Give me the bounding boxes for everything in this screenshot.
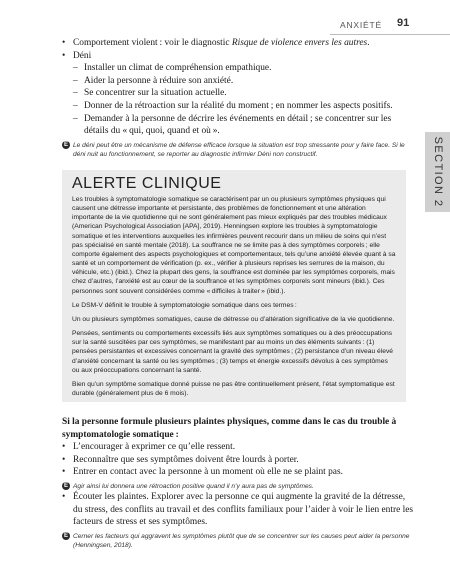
evidence-note <box>62 141 414 159</box>
running-header-title: ANXIÉTÉ <box>340 20 382 30</box>
list-item: • Entrer en contact avec la personne à un moment où elle ne se plaint pas. <box>62 466 414 479</box>
top-content <box>62 37 414 159</box>
complaint-list-2 <box>62 491 414 529</box>
sublist-item: – Installer un climat de compréhension empathique. <box>73 62 414 75</box>
alert-paragraph: Le DSM-V définit le trouble à symptomatologie somatique dans ces termes : <box>72 301 297 309</box>
section-tab-label: SECTION 2 <box>431 136 444 208</box>
sublist-item: – Se concentrer sur la situation actuelle. <box>73 87 414 100</box>
lower-content <box>62 416 414 550</box>
section-tab <box>425 132 450 212</box>
alert-paragraph: Pensées, sentiments ou comportements excessifs liés aux symptômes somatiques ou à des préoccupations sur la santé suscitées par ces symptômes, se manifestant par au moins un des éléments suivants : (1) pensées persistantes et excessives concernant la gravité des symptômes ; (2) persistance d’un niveau élevé d’anxiété concernant la santé ou les symptômes ; (3) temps et énergie excessifs dévolus à ces symptômes ou aux préoccupations concernant la santé. <box>72 330 394 374</box>
page-number: 91 <box>397 17 410 29</box>
clinical-alert-box <box>62 170 406 402</box>
list-item-violent-behaviour: • Comportement violent : voir le diagnostic Risque de violence envers les autres. <box>62 37 414 50</box>
list-item: • Écouter les plaintes. Explorer avec la personne ce qui augmente la gravité de la détresse, du stress, des conflits au travail et des conflits familiaux pour l’aider à voir le lien entre les facteurs de stress et ses symptômes. <box>62 491 414 529</box>
complaint-list <box>62 441 414 479</box>
alert-paragraph: Bien qu’un symptôme somatique donné puisse ne pas être continuellement présent, l’état symptomatique est durable (généralement plus de 6 mois). <box>72 380 395 397</box>
alert-title: ALERTE CLINIQUE <box>72 175 222 192</box>
evidence-text: Agir ainsi lui donnera une rétroaction positive quand il n’y aura pas de symptômes. <box>73 482 314 490</box>
alert-paragraph: Un ou plusieurs symptômes somatiques, cause de détresse ou d’altération significative de la vie quotidienne. <box>72 315 395 323</box>
evidence-note <box>62 482 414 491</box>
sublist-item: – Donner de la rétroaction sur la réalité du moment ; en nommer les aspects positifs. <box>73 100 414 113</box>
intervention-list <box>62 37 414 138</box>
evidence-text: Le déni peut être un mécanisme de défense efficace lorsque la situation est trop stressante pour y faire face. Si le déni nuit au fonctionnement, se reporter au diagnostic infirmier Déni non constructif. <box>73 141 405 158</box>
sublist-item: – Aider la personne à réduire son anxiété. <box>73 75 414 88</box>
diagnosis-reference: Risque de violence envers les autres <box>231 38 368 48</box>
evidence-text: Cerner les facteurs qui aggravent les symptômes plutôt que de se concentrer sur les causes peut aider la personne (Henningsen, 2018). <box>73 532 410 550</box>
evidence-icon: E <box>63 532 68 539</box>
section-lead: Si la personne formule plusieurs plaintes physiques, comme dans le cas du trouble à symptomatologie somatique : <box>62 417 397 440</box>
evidence-icon: E <box>63 482 68 489</box>
evidence-note <box>62 532 414 550</box>
sublist-item: – Demander à la personne de décrire les événements en détail ; se concentrer sur les détails du « qui, quoi, quand et où ». <box>73 113 414 138</box>
list-item-denial: • Déni – Installer un climat de compréhension empathique. – Aider la personne à réduire son anxiété. – Se concentrer sur la situation actuelle. – Donner de la rétroaction sur la réalité du moment ; en nommer les aspects positifs. – Demander à la personne de décrire les événements en détail ; se concentrer sur les détails du « qui, quoi, quand et où ». <box>62 50 414 138</box>
evidence-icon: E <box>63 141 68 148</box>
alert-paragraph: Les troubles à symptomatologie somatique se caractérisent par un ou plusieurs symptômes physiques qui causent une détresse importante et persistante, des problèmes de fonctionnement et une altération importante de la vie quotidienne qui ne sont généralement pas mieux expliqués par des troubles médicaux (American Psychological Association [APA], 2019). Henningsen explore les troubles à symptomatologie somatique et les interventions auxquelles les infirmières peuvent recourir dans un milieu de soins qui n’est pas spécialisé en santé mentale (2018). La souffrance ne se limite pas à des symptômes corporels ; elle comporte également des aspects psychologiques et comportementaux, tels qu’une anxiété élevée quant à sa santé et un comportement de vérification (p. ex., vérifier à plusieurs reprises les serrures de la maison, du véhicule, etc.) (ibid.). Chez la plupart des gens, la souffrance est dominée par les symptômes corporels, mais chez d’autres, l’anxiété est au cœur de la souffrance et les symptômes corporels sont mineurs (ibid.). Ces personnes sont souvent considérées comme « difficiles à traiter » (ibid.). <box>72 196 396 295</box>
list-item: • Reconnaître que ses symptômes doivent être lourds à porter. <box>62 454 414 467</box>
list-item: • L’encourager à exprimer ce qu’elle ressent. <box>62 441 414 454</box>
denial-sublist <box>73 62 414 138</box>
